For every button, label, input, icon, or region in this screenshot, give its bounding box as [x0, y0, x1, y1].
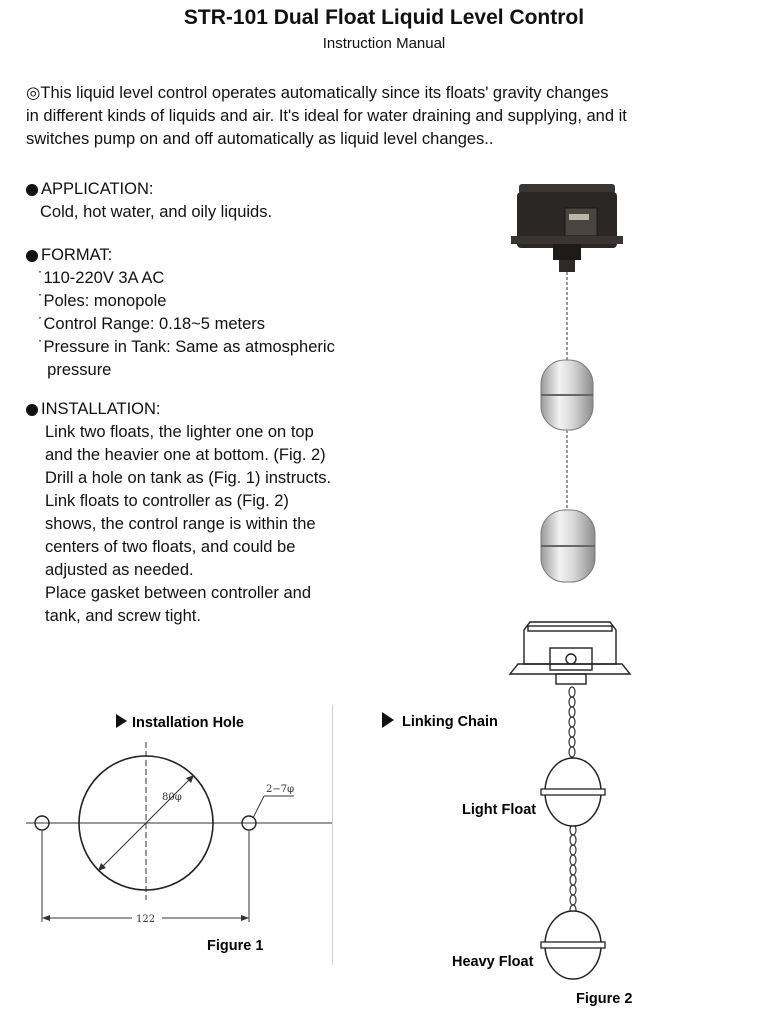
light-float-icon: [541, 758, 605, 826]
installation-line: adjusted as needed.: [45, 561, 194, 579]
light-float-label: Light Float: [462, 802, 537, 818]
hole-size-label: 2−7φ: [266, 784, 295, 795]
arrow-head-icon: [42, 915, 50, 921]
arrow-right-icon: [116, 714, 127, 728]
installation-line: Link two floats, the lighter one on top: [45, 423, 314, 441]
product-photo: [505, 182, 630, 587]
figure-1-diagram: [20, 700, 340, 965]
application-section: [26, 178, 272, 224]
figure-divider: [332, 705, 333, 965]
installation-line: Drill a hole on tank as (Fig. 1) instructs.: [45, 469, 332, 487]
page-title: STR-101 Dual Float Liquid Level Control: [183, 6, 585, 29]
intro-line: switches pump on and off automatically as liquid level changes..: [26, 130, 494, 148]
figure-1-caption: Figure 1: [207, 938, 264, 954]
arrow-right-icon: [382, 712, 394, 728]
intro-line: ◎This liquid level control operates automatically since its floats' gravity changes: [26, 84, 609, 102]
bullet-icon: [26, 404, 38, 416]
controller-drawing-icon: [510, 622, 630, 684]
intro-line: in different kinds of liquids and air. It's ideal for water draining and supplying, and it: [26, 107, 627, 125]
heavy-float-label: Heavy Float: [452, 954, 534, 970]
spacing-label: 122: [136, 914, 156, 925]
installation-line: Place gasket between controller and: [45, 584, 311, 602]
figure-2-caption: Figure 2: [576, 991, 633, 1007]
format-line: ˙110-220V 3A AC: [38, 269, 165, 287]
format-heading: FORMAT:: [41, 246, 113, 264]
bullet-icon: [26, 184, 38, 196]
format-line: ˙Control Range: 0.18~5 meters: [38, 315, 265, 333]
installation-line: shows, the control range is within the: [45, 515, 316, 533]
diameter-label: 80φ: [162, 792, 182, 803]
installation-line: and the heavier one at bottom. (Fig. 2): [45, 446, 326, 464]
installation-section: [26, 398, 331, 628]
installation-heading: INSTALLATION:: [41, 400, 161, 418]
figure-1-heading: Installation Hole: [132, 715, 244, 731]
format-line: ˙Pressure in Tank: Same as atmospheric: [38, 338, 335, 356]
installation-line: centers of two floats, and could be: [45, 538, 296, 556]
installation-line: Link floats to controller as (Fig. 2): [45, 492, 289, 510]
arrow-head-icon: [241, 915, 249, 921]
figure-2-diagram: [380, 612, 670, 1012]
bullet-icon: [26, 250, 38, 262]
format-line: pressure: [38, 361, 112, 379]
heavy-float-icon: [541, 911, 605, 979]
format-section: [26, 244, 335, 382]
page-subtitle: Instruction Manual: [322, 35, 446, 52]
light-float-photo-icon: [541, 360, 593, 430]
intro-paragraph: [26, 82, 746, 151]
application-line: Cold, hot water, and oily liquids.: [40, 203, 273, 221]
intro-mark-icon: ◎: [26, 84, 41, 102]
application-heading: APPLICATION:: [41, 180, 154, 198]
leader-line: [253, 796, 264, 818]
figure-2-heading: Linking Chain: [402, 714, 498, 730]
controller-box-icon: [511, 184, 623, 272]
installation-line: tank, and screw tight.: [45, 607, 201, 625]
format-line: ˙Poles: monopole: [38, 292, 167, 310]
heavy-float-photo-icon: [541, 510, 595, 582]
